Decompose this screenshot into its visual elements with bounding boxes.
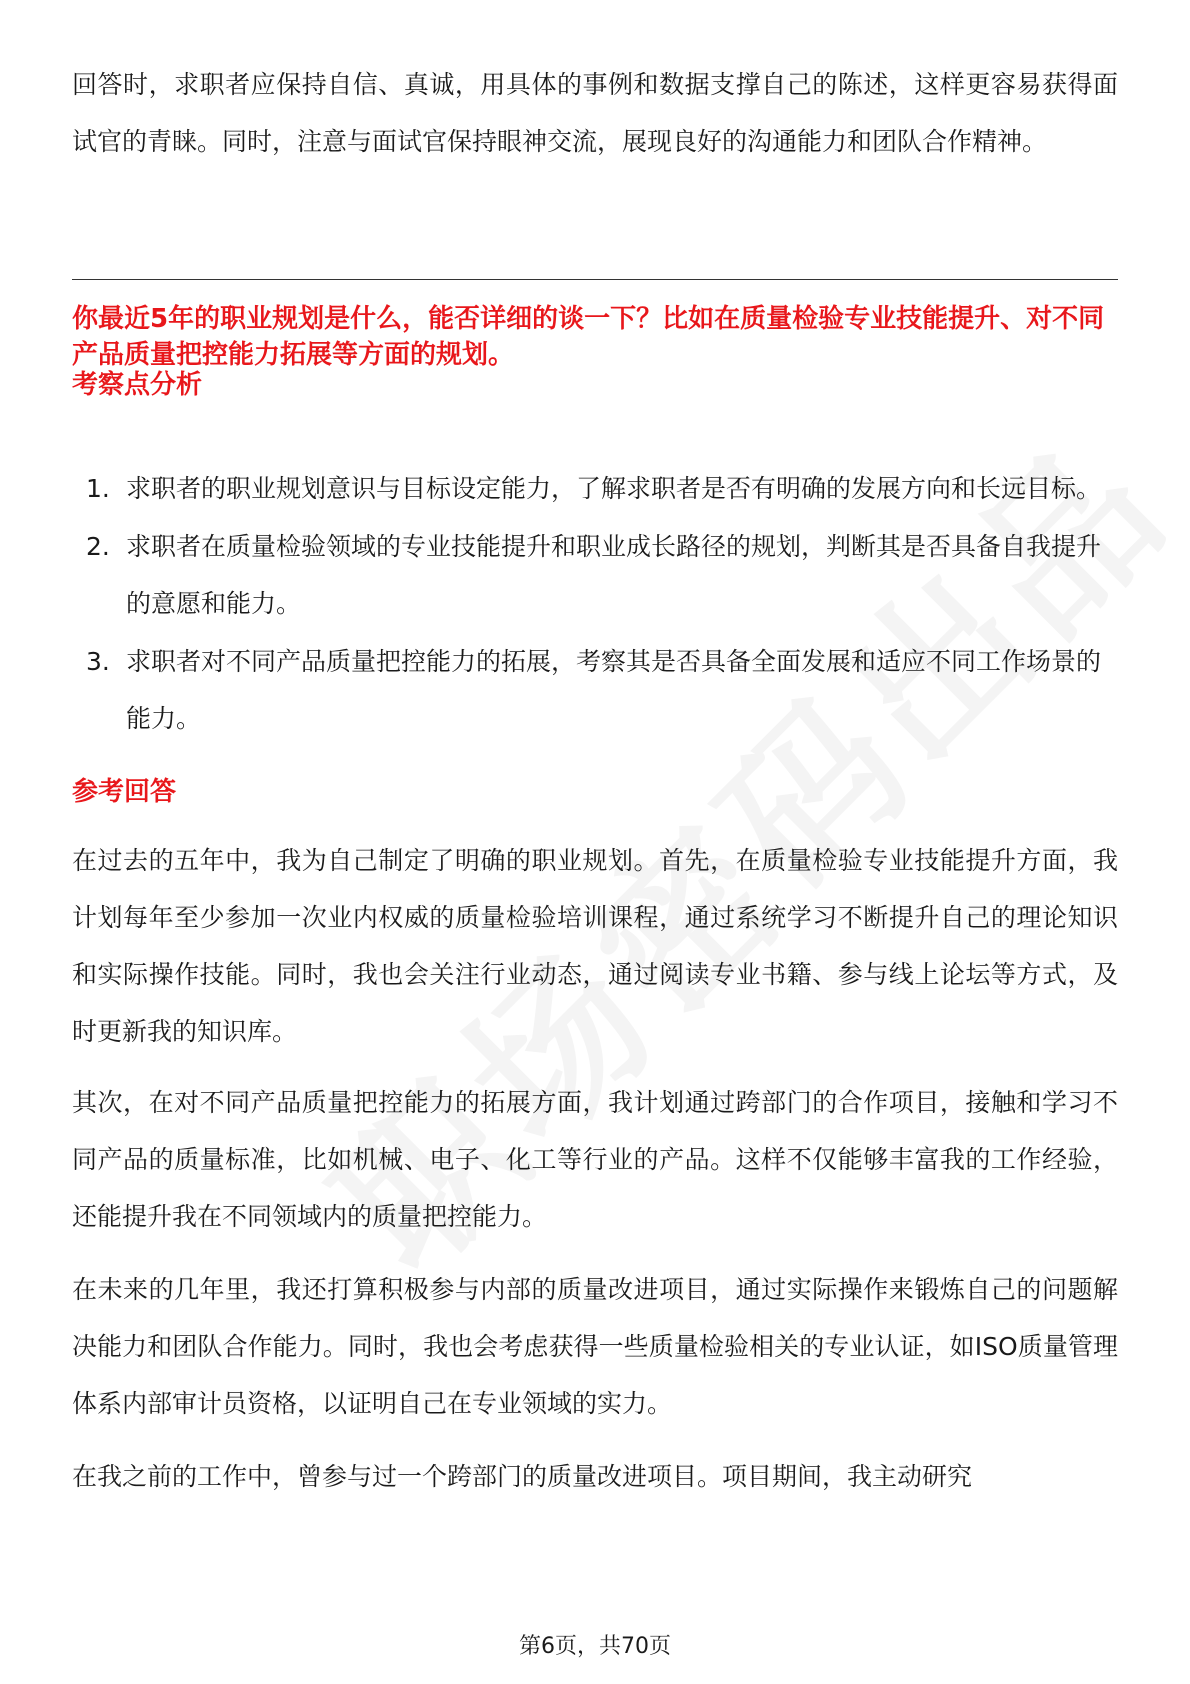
answer-paragraph: 其次，在对不同产品质量把控能力的拓展方面，我计划通过跨部门的合作项目，接触和学习不同产品的质量标准，比如机械、电子、化工等行业的产品。这样不仅能够丰富我的工作经验，还能提升我在不同领域内的质量把控能力。 bbox=[72, 1088, 1118, 1231]
list-item bbox=[72, 518, 1118, 632]
list-item-number: 2. bbox=[86, 532, 110, 561]
page-number-footer: 第6页，共70页 bbox=[519, 1634, 671, 1659]
analysis-heading: 考察点分析 bbox=[72, 370, 203, 400]
list-item-number: 3. bbox=[86, 647, 110, 676]
list-item bbox=[72, 633, 1118, 747]
analysis-list bbox=[72, 460, 1118, 748]
list-item-text: 求职者在质量检验领域的专业技能提升和职业成长路径的规划，判断其是否具备自我提升的意愿和能力。 bbox=[126, 532, 1102, 618]
answer-paragraph: 在我之前的工作中，曾参与过一个跨部门的质量改进项目。项目期间，我主动研究 bbox=[72, 1462, 973, 1491]
list-item-number: 1. bbox=[86, 474, 110, 503]
list-item-text: 求职者的职业规划意识与目标设定能力，了解求职者是否有明确的发展方向和长远目标。 bbox=[126, 474, 1102, 503]
list-item bbox=[72, 460, 1118, 517]
section-divider bbox=[72, 279, 1118, 280]
intro-paragraph: 回答时，求职者应保持自信、真诚，用具体的事例和数据支撑自己的陈述，这样更容易获得面试官的青睐。同时，注意与面试官保持眼神交流，展现良好的沟通能力和团队合作精神。 bbox=[72, 70, 1118, 156]
answer-paragraph: 在未来的几年里，我还打算积极参与内部的质量改进项目，通过实际操作来锻炼自己的问题解决能力和团队合作能力。同时，我也会考虑获得一些质量检验相关的专业认证，如ISO质量管理体系内部审计员资格，以证明自己在专业领域的实力。 bbox=[72, 1275, 1118, 1418]
question-heading: 你最近5年的职业规划是什么，能否详细的谈一下？比如在质量检验专业技能提升、对不同产品质量把控能力拓展等方面的规划。 bbox=[72, 304, 1105, 370]
list-item-text: 求职者对不同产品质量把控能力的拓展，考察其是否具备全面发展和适应不同工作场景的能力。 bbox=[126, 647, 1102, 733]
answer-paragraph: 在过去的五年中，我为自己制定了明确的职业规划。首先，在质量检验专业技能提升方面，我计划每年至少参加一次业内权威的质量检验培训课程，通过系统学习不断提升自己的理论知识和实际操作技能。同时，我也会关注行业动态，通过阅读专业书籍、参与线上论坛等方式，及时更新我的知识库。 bbox=[72, 846, 1118, 1046]
answer-heading: 参考回答 bbox=[72, 777, 177, 807]
